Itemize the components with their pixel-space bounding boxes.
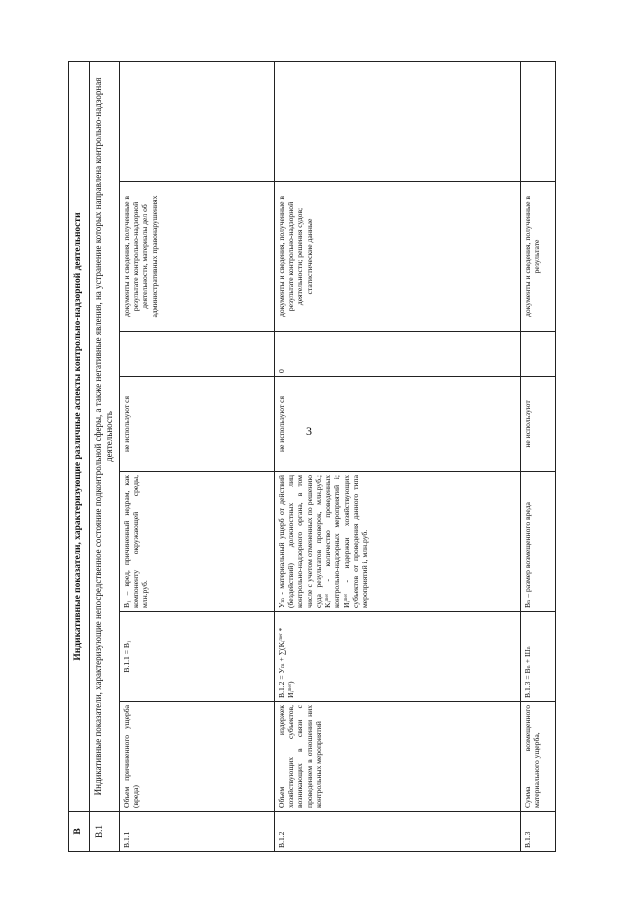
data-source: документы и сведения, полученные в результате контрольно-надзорной деятельности, материалы дел об административных правонарушениях xyxy=(119,182,274,332)
indicator-name: Объем причиненного ущерба (вреда) xyxy=(119,702,274,812)
row-code: В.1.1 xyxy=(119,812,274,852)
table-row xyxy=(274,62,520,852)
table-row xyxy=(520,62,555,852)
page-number: 3 xyxy=(306,424,312,438)
subsection-title: Индикативные показатели, характеризующие непосредственное состояние подконтрольной сферы, а также негативные явления, на устранение которых направлена контрольно-надзорная деятельность xyxy=(89,62,119,812)
data-source: документы и сведения, полученные в результате xyxy=(520,182,555,332)
formula-description: Вₙ – размер возмещенного вреда xyxy=(520,472,555,612)
target-value xyxy=(119,332,274,377)
data-source: документы и сведения, полученные в результате контрольно-надзорной деятельности; решения судов; статистические данные xyxy=(274,182,520,332)
formula: В.1.2 = Уₘ + ∑(Kᵢᵐᵉʳ * Иᵢᵐᵉʳ) xyxy=(274,612,520,702)
indicator-name: Объем издержек хозяйствующих субъектов, возникающих в связи с проведением в отношении них контрольных мероприятий xyxy=(274,702,520,812)
target-value xyxy=(520,332,555,377)
section-title: Индикативные показатели, характеризующие различные аспекты контрольно-надзорной деятельности xyxy=(69,62,90,812)
target-value: 0 xyxy=(274,332,520,377)
indicator-name: Сумма возмещенного материального ущерба, xyxy=(520,702,555,812)
section-row xyxy=(69,62,90,852)
norm-value: не используют ся xyxy=(274,377,520,472)
rotated-table-wrapper xyxy=(68,62,588,852)
table-row xyxy=(119,62,274,852)
section-code: В xyxy=(69,812,90,852)
row-code: В.1.2 xyxy=(274,812,520,852)
subsection-code: В.1 xyxy=(89,812,119,852)
comment-cell xyxy=(520,62,555,182)
subsection-row xyxy=(89,62,119,852)
formula: В.1.3 = Вₙ + Шₙ xyxy=(520,612,555,702)
norm-value: не используют xyxy=(520,377,555,472)
formula-description: В₁ – вред, причиненный недрам, как компоненту окружающей среды, млн.руб. xyxy=(119,472,274,612)
norm-value: не используют ся xyxy=(119,377,274,472)
row-code: В.1.3 xyxy=(520,812,555,852)
comment-cell xyxy=(119,62,274,182)
comment-cell xyxy=(274,62,520,182)
formula: В.1.1 = В₁ xyxy=(119,612,274,702)
indicators-table xyxy=(68,61,556,852)
formula-description: Уₘ - материальный ущерб от действий (бездействий) должностных лиц контрольно-надзорного органа, в том числе с учетом отмененных по решению суда результатов проверок, млн.руб.; Kᵢᵐᵉʳ - количество проведенных контрольно-надзорных мероприятий i; Иᵢᵐᵉʳ - издержки хозяйствующих субъектов от проведения данного типа мероприятий i, млн.руб. xyxy=(274,472,520,612)
